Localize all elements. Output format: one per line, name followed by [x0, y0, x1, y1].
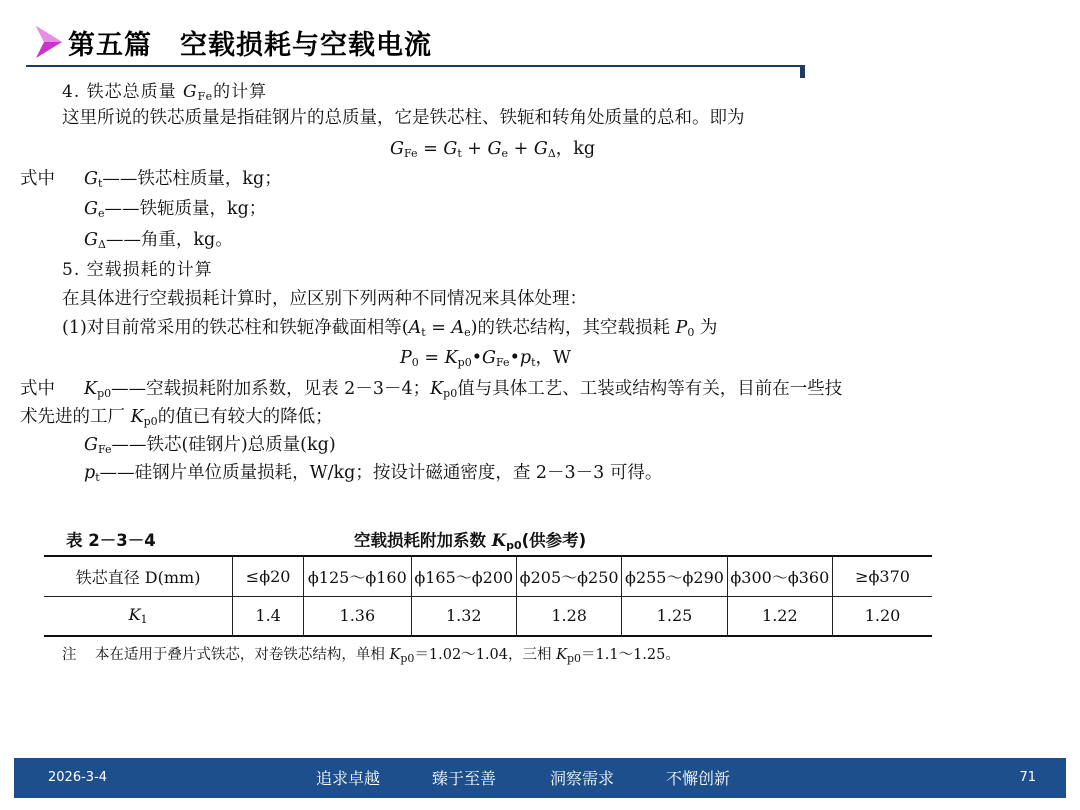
table-cell: 1.32: [411, 596, 516, 636]
row-label: $K_1$: [44, 596, 233, 636]
footer-bar: [14, 758, 1066, 798]
header-label: 铁芯直径 D(mm): [44, 556, 233, 596]
formula-gfe: $G_{Fe} = G_t + G_e + G_\Delta$，kg: [390, 139, 596, 160]
section5-intro: 在具体进行空载损耗计算时，应区别下列两种不同情况来具体处理：: [62, 289, 587, 309]
table-cell: 1.4: [233, 596, 304, 636]
table-header-row: [44, 556, 932, 596]
section4-description: 这里所说的铁芯质量是指硅钢片的总质量，它是铁芯柱、铁轭和转角处质量的总和。即为: [62, 108, 745, 128]
where-label: 式中: [20, 169, 55, 189]
footer-date: 2026-3-4: [48, 770, 108, 785]
def-gt: $G_t——$铁芯柱质量，kg；: [84, 169, 282, 190]
footer-slogan: 洞察需求: [550, 769, 615, 788]
page-number: 71: [1019, 770, 1036, 785]
table-cell: 1.22: [727, 596, 832, 636]
title-divider: [26, 65, 804, 67]
table-cell: 1.28: [516, 596, 621, 636]
section5-heading: 5. 空载损耗的计算: [62, 260, 213, 280]
slide-title: [34, 20, 432, 64]
def-kp0-cont: 术先进的工厂 $K_{p0}$的值已有较大的降低；: [20, 407, 333, 428]
table-row: [44, 596, 932, 636]
col-header: ϕ205～ϕ250: [516, 556, 621, 596]
title-divider-end: [800, 65, 805, 78]
formula-p0: $P_0$ = $K_{p0}•G_{Fe}•p_t$，W: [400, 348, 572, 369]
footer-slogan: 不懈创新: [666, 769, 731, 788]
def-kp0: $K_{p0}——$空载损耗附加系数，见表 2－3－4；$K_{p0}$值与具体工艺、工装或结构等有关，目前在一些技: [84, 379, 843, 400]
title-text: 第五篇 空载损耗与空载电流: [68, 29, 432, 61]
col-header: ϕ255～ϕ290: [622, 556, 727, 596]
section4-heading: 4. 铁芯总质量 $G_{Fe}$的计算: [62, 82, 268, 103]
def-gdelta: $G_\Delta——$角重，kg。: [84, 230, 233, 251]
def-pt: $p_t——$硅钢片单位质量损耗，W/kg；按设计磁通密度，查 2－3－3 可得。: [84, 463, 663, 484]
footer-slogan: 臻于至善: [432, 769, 497, 788]
col-header: ϕ125～ϕ160: [304, 556, 411, 596]
table-number: 表 2－3－4: [66, 531, 156, 550]
col-header: ϕ165～ϕ200: [411, 556, 516, 596]
def-ge: $G_e——$铁轭质量，kg；: [84, 199, 267, 220]
case1-text: (1)对目前常采用的铁芯柱和铁轭净截面相等$(A_t = A_e)$的铁芯结构，其空载损耗 $P_0$ 为: [62, 318, 718, 339]
where-label-2: 式中: [20, 379, 55, 399]
col-header: ≤ϕ20: [233, 556, 304, 596]
arrow-bullet-icon: [34, 24, 64, 60]
col-header: ≥ϕ370: [833, 556, 932, 596]
table-cell: 1.36: [304, 596, 411, 636]
coefficient-table: [44, 555, 932, 637]
table-cell: 1.25: [622, 596, 727, 636]
col-header: ϕ300～ϕ360: [727, 556, 832, 596]
def-gfe: $G_{Fe}——$铁芯(硅钢片)总质量(kg): [84, 435, 336, 456]
table-cell: 1.20: [833, 596, 932, 636]
table-note: 注 本在适用于叠片式铁芯，对卷铁芯结构，单相 $K_{p0}=1.02\sim 1.04$，三相 $K_{p0}=1.1\sim 1.25$。: [62, 647, 680, 665]
table-caption: 空载损耗附加系数 $K_{p0}$(供参考): [354, 531, 587, 552]
footer-slogan: 追求卓越: [316, 769, 381, 788]
